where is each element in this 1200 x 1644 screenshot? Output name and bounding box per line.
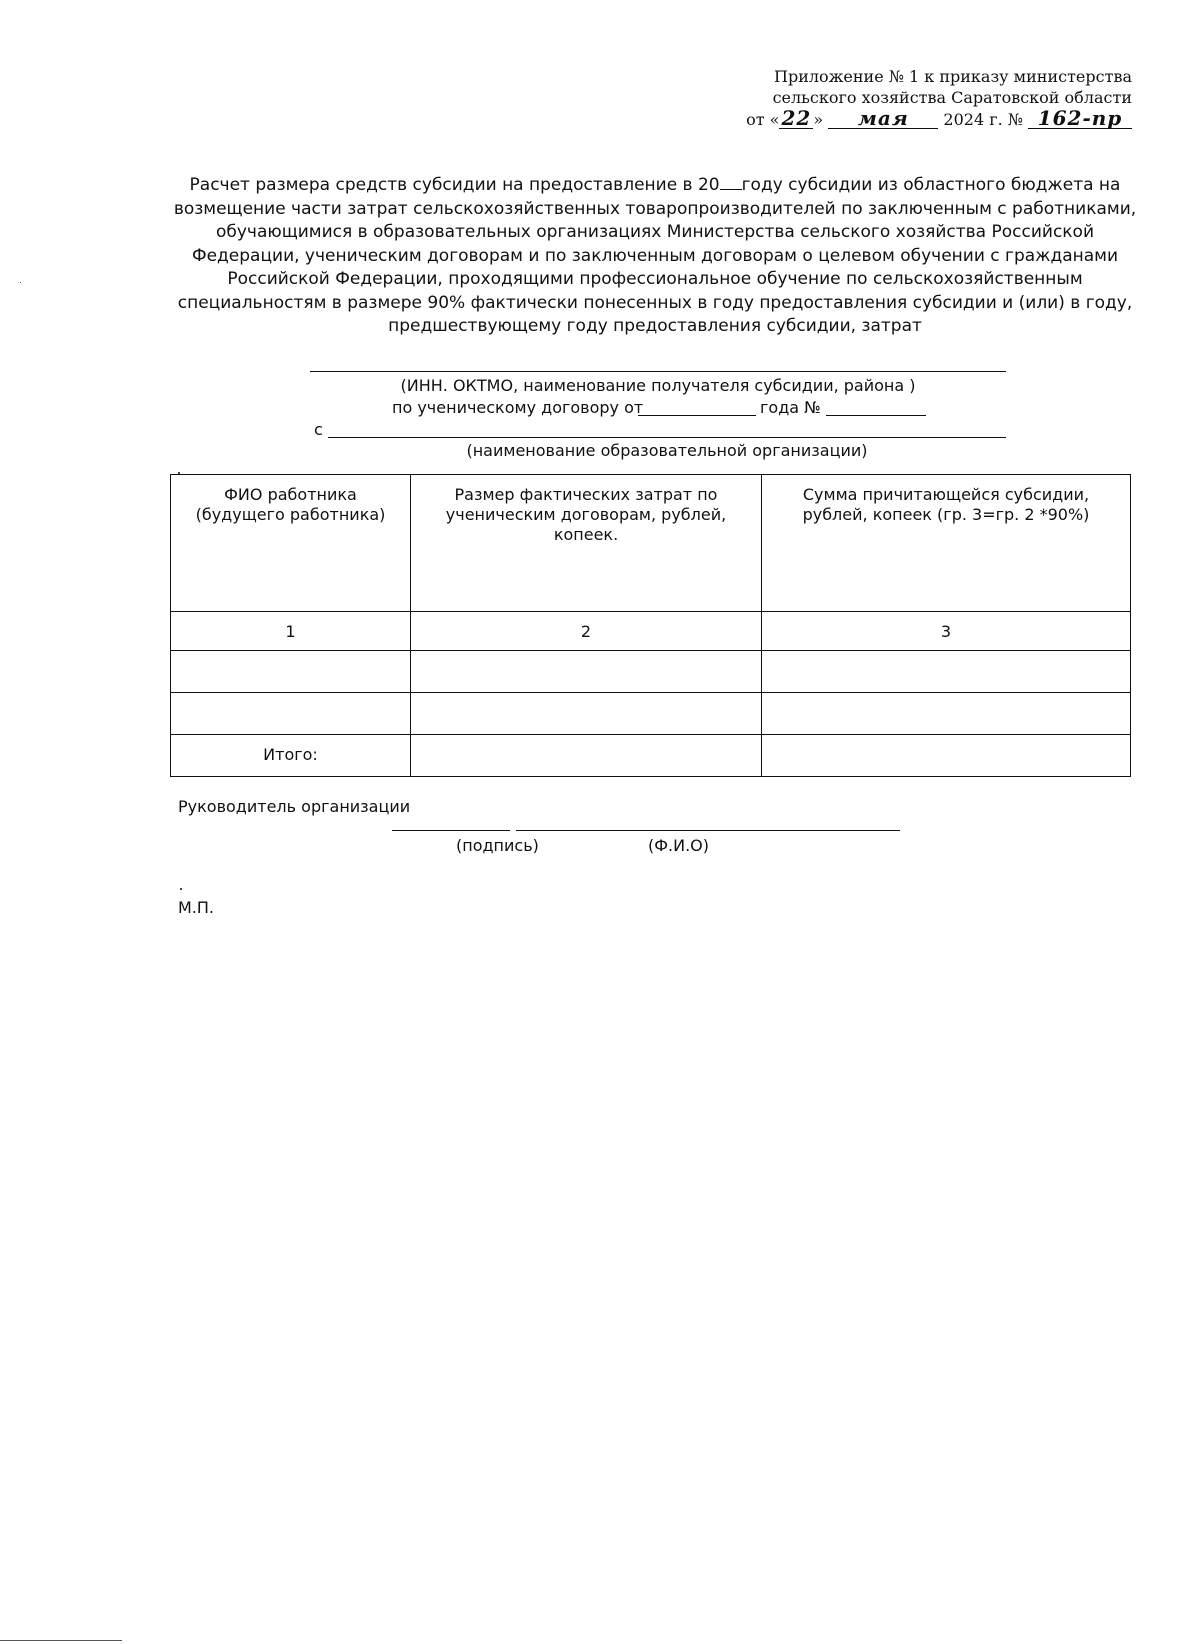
year-blank <box>720 175 742 190</box>
handwritten-day: 22 <box>779 108 813 129</box>
appendix-line-1: Приложение № 1 к приказу министерства <box>774 67 1132 86</box>
page-edge-line <box>0 1640 122 1641</box>
with-label: с <box>314 420 323 439</box>
column-number: 3 <box>762 612 1131 651</box>
scan-speck <box>20 282 21 283</box>
document-title <box>165 174 1145 339</box>
column-number: 2 <box>411 612 762 651</box>
title-part-1: Расчет размера средств субсидии на предоставление в 20 <box>189 175 720 195</box>
signature-caption: (подпись) <box>456 836 539 855</box>
contract-middle: года № <box>760 398 821 417</box>
table-cell[interactable] <box>762 693 1131 735</box>
column-number: 1 <box>171 612 411 651</box>
head-of-organization-label: Руководитель организации <box>178 797 411 816</box>
table-cell[interactable] <box>171 651 411 693</box>
appendix-date-line <box>672 108 1132 130</box>
stamp-place-label: М.П. <box>178 898 215 917</box>
title-part-2: году субсидии из областного бюджета на возмещение части затрат сельскохозяйственных товаропроизводителей по заключенным с работниками, обучающимися в образовательных организациях Министерства сельского хозяйства Российской Федерации, ученическим договорам и по заключенным договорам о целевом обучении с гражданами Российской Федерации, проходящими профессиональное обучение по сельскохозяйственным специальностям в размере 90% фактически понесенных в году предоставления субсидии и (или) в году, предшествующему году предоставления субсидии, затрат <box>173 175 1137 336</box>
fio-caption: (Ф.И.О) <box>648 836 709 855</box>
handwritten-month: мая <box>828 108 938 129</box>
table-row <box>171 693 1131 735</box>
date-prefix: от « <box>746 110 780 129</box>
signature-line <box>392 830 510 831</box>
header-cell-subsidy: Сумма причитающейся субсидии, рублей, копеек (гр. 3=гр. 2 *90%) <box>762 475 1131 612</box>
appendix-header <box>672 66 1132 130</box>
table-cell[interactable] <box>171 693 411 735</box>
fio-line <box>516 830 900 831</box>
recipient-line <box>310 371 1006 372</box>
total-label: Итого: <box>171 735 411 777</box>
scan-speck <box>180 888 182 890</box>
organization-caption: (наименование образовательной организации) <box>466 441 868 460</box>
contract-prefix: по ученическому договору от <box>392 398 644 417</box>
table-header-row <box>171 475 1131 612</box>
table-cell[interactable] <box>762 651 1131 693</box>
contract-number-blank <box>826 415 926 416</box>
year-text: 2024 г. № <box>943 110 1023 129</box>
contract-date-blank <box>638 415 756 416</box>
total-row <box>171 735 1131 777</box>
total-subsidy-cell[interactable] <box>762 735 1131 777</box>
header-cell-costs: Размер фактических затрат по ученическим договорам, рублей, копеек. <box>411 475 762 612</box>
organization-line <box>328 437 1006 438</box>
table-row <box>171 651 1131 693</box>
handwritten-order-number: 162-пр <box>1028 108 1132 129</box>
date-quote-close: » <box>813 110 824 129</box>
column-number-row <box>171 612 1131 651</box>
table-cell[interactable] <box>411 651 762 693</box>
table-cell[interactable] <box>411 693 762 735</box>
header-cell-fio: ФИО работника (будущего работника) <box>171 475 411 612</box>
total-costs-cell[interactable] <box>411 735 762 777</box>
recipient-caption: (ИНН. ОКТМО, наименование получателя субсидии, района ) <box>400 376 916 395</box>
subsidy-table <box>170 474 1131 777</box>
appendix-line-2: сельского хозяйства Саратовской области <box>772 88 1132 107</box>
